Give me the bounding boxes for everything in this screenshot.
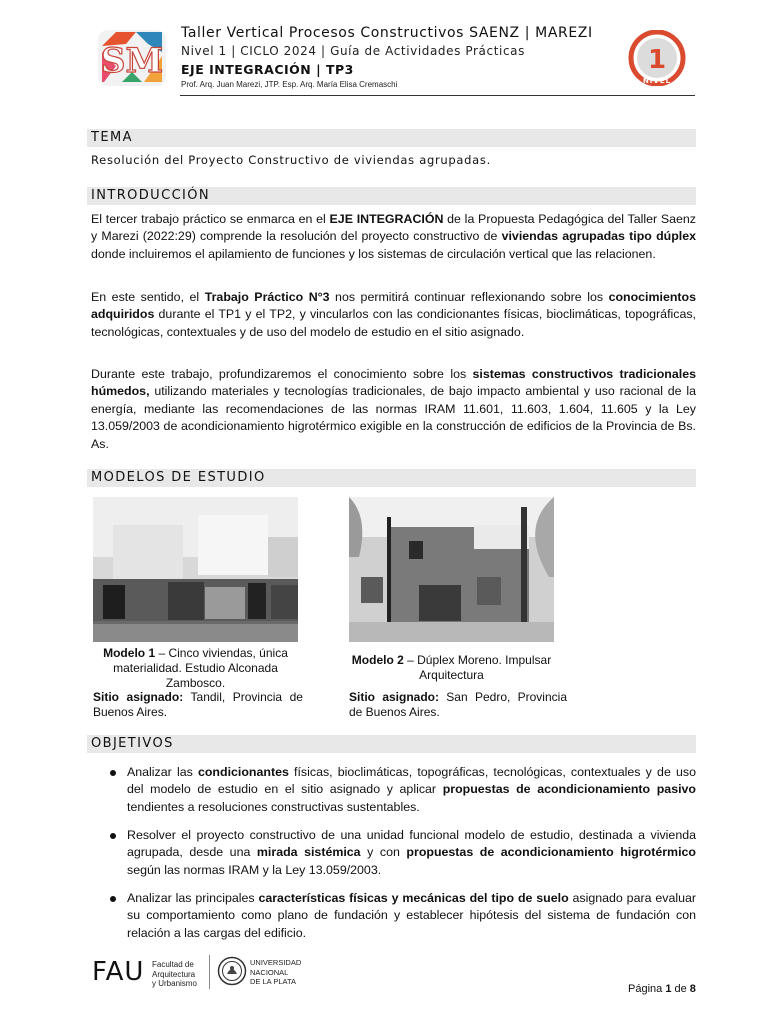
section-tema-heading: TEMA xyxy=(91,130,133,145)
modelo-1-photo xyxy=(93,497,298,642)
header-title: Taller Vertical Procesos Constructivos SAENZ | MAREZI xyxy=(181,25,593,41)
fau-logo: FAU xyxy=(92,957,145,987)
header-subtitle: Nivel 1 | CICLO 2024 | Guía de Actividades Prácticas xyxy=(181,44,525,58)
objetivo-1: Analizar las condicionantes físicas, bioclimáticas, topográficas, tecnológicas, contextuales y de uso del modelo de estudio en el sitio asignado y aplicar propuestas de acondicionamiento pasivo tendientes a resoluciones constructivas sustentables. xyxy=(127,765,696,814)
objetivo-2: Resolver el proyecto constructivo de una unidad funcional modelo de estudio, destinada a vivienda agrupada, desde una mirada sistémica y con propuestas de acondicionamiento higrotérmico según las normas IRAM y la Ley 13.059/2003. xyxy=(127,828,696,877)
unlp-name: UNIVERSIDAD NACIONAL DE LA PLATA xyxy=(250,958,302,986)
intro-paragraph-3: Durante este trabajo, profundizaremos el conocimiento sobre los sistemas constructivos tradicionales húmedos, utilizando materiales y tecnologías tradicionales, de bajo impacto ambiental y uso racional de la energía, mediante las recomendaciones de las normas IRAM 11.601, 11.603, 1.604, 11.605 y la Ley 13.059/2003 de acondicionamiento higrotérmico exigible en la construcción de edificios de la Provincia de Bs. As. xyxy=(91,367,696,451)
fau-name: Facultad de Arquitectura y Urbanismo xyxy=(152,960,197,988)
taller-logo xyxy=(96,26,168,92)
bullet-icon xyxy=(110,833,116,839)
page-number: Página 1 de 8 xyxy=(628,983,696,995)
modelo-1-caption: Modelo 1 – Cinco viviendas, única materialidad. Estudio Alconada Zambosco. xyxy=(103,646,288,690)
header-divider xyxy=(180,95,695,96)
bullet-icon xyxy=(110,770,116,776)
unlp-seal-icon xyxy=(217,956,247,986)
intro-paragraph-2: En este sentido, el Trabajo Práctico N°3 nos permitirá continuar reflexionando sobre los conocimientos adquiridos durante el TP1 y el TP2, y vincularlos con las condicionantes físicas, bioclimáticas, topográficas, tecnológicas, contextuales y de uso del modelo de estudio en el sitio asignado. xyxy=(91,290,696,339)
section-modelos-heading: MODELOS DE ESTUDIO xyxy=(91,470,266,485)
modelo-2-site: Sitio asignado: San Pedro, Provincia de Buenos Aires. xyxy=(349,690,567,719)
bullet-icon xyxy=(110,896,116,902)
modelo-2-caption: Modelo 2 – Dúplex Moreno. Impulsar Arquitectura xyxy=(351,653,552,682)
intro-paragraph-1: El tercer trabajo práctico se enmarca en el EJE INTEGRACIÓN de la Propuesta Pedagógica del Taller Saenz y Marezi (2022:29) comprende la resolución del proyecto constructivo de viviendas agrupadas tipo dúplex donde incluiremos el apilamiento de funciones y los sistemas de circulación vertical que las relacionen. xyxy=(91,212,697,261)
modelo-1-site: Sitio asignado: Tandil, Provincia de Buenos Aires. xyxy=(93,690,303,719)
header-eje: EJE INTEGRACIÓN | TP3 xyxy=(181,62,354,77)
section-introduccion xyxy=(87,187,696,205)
badge-text: NIVEL xyxy=(642,77,672,85)
section-objetivos-heading: OBJETIVOS xyxy=(91,736,174,751)
footer-divider xyxy=(209,955,210,989)
badge-number: 1 xyxy=(647,45,667,75)
svg-text:SM: SM xyxy=(100,41,164,81)
header-professors: Prof. Arq. Juan Marezi, JTP. Esp. Arq. María Elisa Cremaschi xyxy=(181,80,398,89)
objetivo-3: Analizar las principales características físicas y mecánicas del tipo de suelo asignado para evaluar su comportamiento como plano de fundación y establecer hipótesis del sistema de fundación con relación a las cargas del edificio. xyxy=(127,891,696,940)
nivel-badge xyxy=(624,30,690,86)
tema-text: Resolución del Proyecto Constructivo de viviendas agrupadas. xyxy=(91,153,491,167)
modelo-2-photo xyxy=(349,497,554,642)
section-modelos xyxy=(87,469,696,487)
section-tema xyxy=(87,129,696,147)
section-objetivos xyxy=(87,735,696,753)
section-introduccion-heading: INTRODUCCIÓN xyxy=(91,188,211,203)
